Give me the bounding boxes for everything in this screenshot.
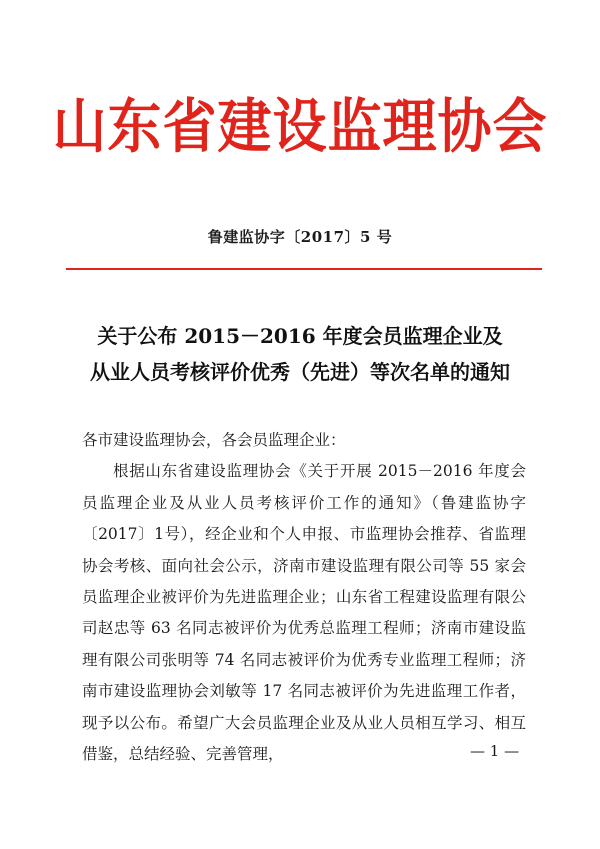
page-number: — 1 — [470, 742, 520, 760]
title-line-2: 从业人员考核评价优秀（先进）等次名单的通知 [90, 360, 510, 384]
title-line-1: 关于公布 2015－2016 年度会员监理企业及 [97, 324, 503, 348]
salutation: 各市建设监理协会，各会员监理企业： [82, 431, 346, 449]
document-body [82, 425, 526, 770]
document-title [0, 318, 600, 390]
organization-header: 山东省建设监理协会 [52, 91, 548, 161]
red-divider-line [66, 268, 542, 270]
body-paragraph: 根据山东省建设监理协会《关于开展 2015－2016 年度会员监理企业及从业人员考核评价工作的通知》（鲁建监协字〔2017〕1号），经企业和个人申报、市监理协会推荐、省监理协会考核、面向社会公示，济南市建设监理有限公司等 55 家会员监理企业被评价为先进监理企业；山东省工程建设监理有限公司赵忠等 63 名同志被评价为优秀总监理工程师；济南市建设监理有限公司张明等 74 名同志被评价为优秀专业监理工程师；济南市建设监理协会刘敏等 17 名同志被评价为先进监理工作者，现予以公布。希望广大会员监理企业及从业人员相互学习、相互借鉴，总结经验、完善管理， [82, 462, 526, 764]
document-number: 鲁建监协字〔2017〕5 号 [207, 228, 393, 246]
